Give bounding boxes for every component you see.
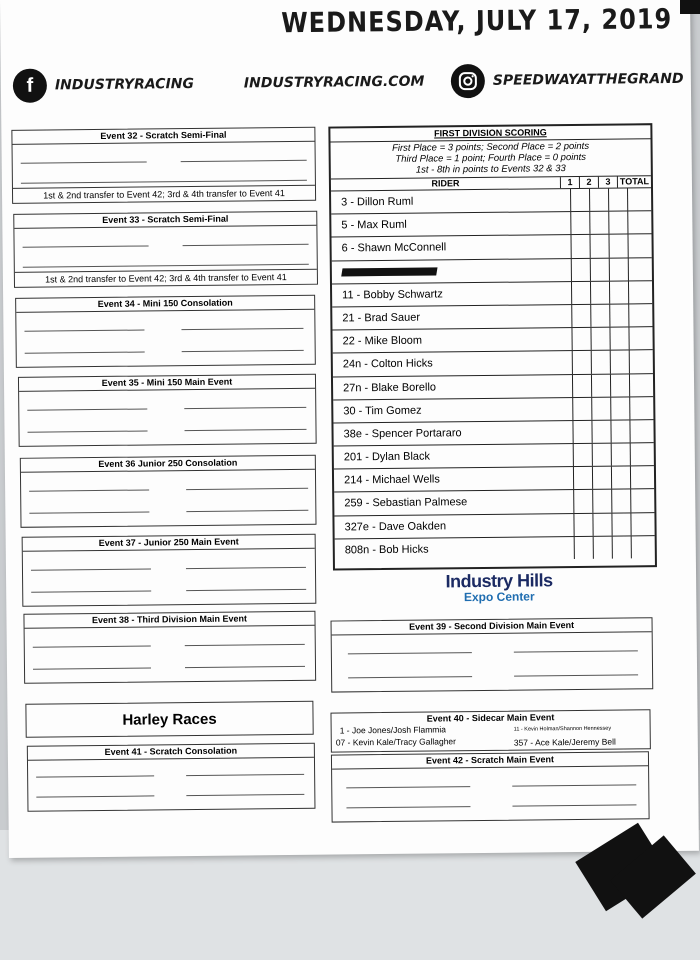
score-cell-heat-1: [571, 328, 590, 350]
facebook-link: [13, 66, 194, 104]
score-cell-total: [629, 397, 653, 419]
event-39-title: Event 39 - Second Division Main Event: [332, 618, 652, 635]
score-cell-heat-1: [571, 282, 590, 304]
score-cell-heat-1: [571, 305, 590, 327]
score-cell-heat-3: [609, 258, 628, 280]
rider-name: 808n - Bob Hicks: [344, 543, 429, 557]
event-42-title: Event 42 - Scratch Main Event: [332, 752, 648, 769]
event-32-box: [11, 127, 316, 204]
rider-name: 27n - Blake Borello: [343, 380, 437, 394]
score-cell-heat-2: [592, 444, 611, 466]
score-cell-heat-1: [572, 351, 591, 373]
score-cell-heat-2: [591, 351, 610, 373]
rider-row: [334, 443, 654, 470]
rider-row: [333, 350, 653, 377]
scoring-rule-2: Third Place = 1 point; Fourth Place = 0 points: [395, 151, 587, 165]
score-cell-heat-1: [573, 513, 592, 535]
score-cell-heat-3: [611, 513, 630, 535]
event-35-title: Event 35 - Mini 150 Main Event: [19, 375, 315, 392]
rider-row: [332, 281, 652, 308]
sidecar-entry: 11 - Kevin Holman/Shannon Hennessey: [513, 725, 612, 733]
scoring-rules: [331, 139, 651, 179]
sidecar-entry: 1 - Joe Jones/Josh Flammia: [339, 724, 447, 736]
event-37-title: Event 37 - Junior 250 Main Event: [23, 535, 315, 552]
event-32-transfer-note: 1st & 2nd transfer to Event 42; 3rd & 4th transfer to Event 41: [13, 185, 315, 203]
event-33-box: [13, 211, 318, 288]
score-cell-heat-3: [610, 374, 629, 396]
event-33-title: Event 33 - Scratch Semi-Final: [14, 212, 316, 229]
scoring-title: FIRST DIVISION SCORING: [330, 125, 650, 142]
header-heat-3: 3: [598, 177, 617, 188]
score-cell-total: [628, 281, 652, 303]
sidecar-entry: 357 - Ace Kale/Jeremy Bell: [513, 736, 616, 748]
score-cell-total: [627, 235, 651, 257]
rider-name: 11 - Bobby Schwartz: [342, 288, 443, 302]
header-total: TOTAL: [617, 176, 651, 187]
event-33-transfer-note: 1st & 2nd transfer to Event 42; 3rd & 4th transfer to Event 41: [15, 269, 317, 287]
rider-row: [334, 490, 654, 517]
event-38-title: Event 38 - Third Division Main Event: [24, 612, 314, 629]
score-cell-heat-1: [573, 467, 592, 489]
rider-name: 327e - Dave Oakden: [344, 519, 447, 534]
event-34-box: [15, 295, 316, 368]
event-40-box: [330, 709, 650, 752]
score-cell-total: [630, 443, 654, 465]
score-cell-heat-2: [589, 212, 608, 234]
logo-line-1: Industry Hills: [445, 570, 553, 592]
score-cell-heat-2: [589, 235, 608, 257]
score-cell-heat-2: [590, 258, 609, 280]
header-heat-2: 2: [579, 177, 598, 188]
score-cell-heat-1: [573, 444, 592, 466]
score-cell-heat-3: [609, 328, 628, 350]
event-37-box: [22, 534, 317, 607]
rider-name: 3 - Dillon Ruml: [341, 195, 414, 209]
score-cell-heat-2: [591, 374, 610, 396]
score-cell-heat-3: [610, 351, 629, 373]
score-cell-heat-3: [610, 397, 629, 419]
rider-row: [333, 397, 653, 424]
rider-row: [332, 258, 652, 285]
website-text: INDUSTRYRACING.COM: [243, 73, 425, 92]
rider-name: 6 - Shawn McConnell: [341, 241, 447, 255]
rider-name: 201 - Dylan Black: [343, 450, 431, 464]
score-cell-total: [630, 490, 654, 512]
facebook-icon: f: [13, 69, 47, 103]
rider-name: 38e - Spencer Portararo: [343, 427, 462, 441]
event-date: WEDNESDAY, JULY 17, 2019: [281, 2, 673, 40]
score-cell-heat-2: [591, 397, 610, 419]
rider-row: [332, 327, 652, 354]
rider-row: [333, 374, 653, 401]
score-cell-heat-3: [609, 281, 628, 303]
rider-name: 24n - Colton Hicks: [342, 357, 433, 371]
facebook-handle: INDUSTRYRACING: [54, 75, 195, 94]
rider-row: [334, 513, 654, 540]
rider-name: 22 - Mike Bloom: [342, 334, 423, 348]
score-cell-heat-1: [574, 537, 593, 559]
score-cell-heat-2: [592, 513, 611, 535]
score-cell-heat-1: [572, 398, 591, 420]
score-cell-heat-1: [573, 490, 592, 512]
event-32-title: Event 32 - Scratch Semi-Final: [12, 128, 314, 145]
score-cell-heat-3: [608, 188, 627, 210]
event-38-box: [23, 611, 316, 684]
rider-rows: [331, 188, 655, 561]
event-35-box: [18, 374, 317, 447]
score-cell-total: [627, 211, 651, 233]
score-cell-heat-1: [572, 421, 591, 443]
event-42-box: [331, 751, 650, 822]
score-cell-heat-2: [590, 328, 609, 350]
event-36-title: Event 36 Junior 250 Consolation: [21, 456, 315, 473]
rider-row: [333, 420, 653, 447]
event-40-title: Event 40 - Sidecar Main Event: [426, 712, 555, 724]
score-cell-heat-2: [590, 281, 609, 303]
score-cell-heat-1: [570, 212, 589, 234]
score-cell-total: [630, 513, 654, 535]
score-cell-total: [631, 536, 655, 558]
rider-row: [332, 235, 652, 262]
score-cell-total: [629, 374, 653, 396]
score-cell-heat-2: [591, 421, 610, 443]
score-cell-heat-2: [590, 305, 609, 327]
harley-races-heading: Harley Races: [25, 701, 313, 738]
header-heat-1: 1: [560, 177, 579, 188]
header-rider: RIDER: [431, 178, 460, 189]
event-41-box: [27, 743, 316, 812]
instagram-icon: [451, 64, 485, 98]
event-39-box: [331, 617, 654, 692]
rider-row: [332, 304, 652, 331]
score-cell-heat-2: [592, 467, 611, 489]
score-cell-total: [627, 188, 651, 210]
rider-row: [335, 536, 655, 562]
score-cell-heat-1: [570, 235, 589, 257]
score-cell-heat-1: [572, 374, 591, 396]
redacted-mark: [341, 267, 437, 276]
score-cell-heat-3: [609, 304, 628, 326]
event-41-title: Event 41 - Scratch Consolation: [28, 744, 314, 761]
rider-row: [331, 211, 651, 238]
logo-line-2: Expo Center: [463, 589, 535, 605]
rider-name: 214 - Michael Wells: [343, 473, 440, 487]
black-tape: [680, 0, 700, 14]
rider-name: 5 - Max Ruml: [341, 218, 407, 232]
score-cell-heat-3: [611, 467, 630, 489]
rider-name: [332, 259, 571, 284]
event-36-box: [20, 455, 317, 528]
score-cell-total: [629, 420, 653, 442]
sidecar-entry: 07 - Kevin Kale/Tracy Gallagher: [335, 736, 457, 748]
score-cell-heat-2: [593, 536, 612, 558]
rider-name: 30 - Tim Gomez: [343, 404, 422, 418]
rider-name: 259 - Sebastian Palmese: [344, 496, 468, 510]
score-cell-heat-2: [589, 189, 608, 211]
score-cell-heat-3: [611, 490, 630, 512]
score-cell-heat-3: [612, 536, 631, 558]
score-cell-heat-3: [610, 420, 629, 442]
score-cell-total: [630, 466, 654, 488]
scoring-rule-1: First Place = 3 points; Second Place = 2 points: [392, 140, 590, 154]
rider-name: 21 - Brad Sauer: [342, 311, 421, 325]
score-cell-heat-3: [608, 235, 627, 257]
score-cell-heat-2: [592, 490, 611, 512]
score-cell-total: [628, 304, 652, 326]
score-cell-heat-3: [608, 212, 627, 234]
instagram-handle: SPEEDWAYATTHEGRAND: [492, 70, 684, 89]
first-division-scoring-table: [328, 123, 657, 570]
industry-hills-logo: [419, 570, 579, 605]
sidecar-entries: [332, 724, 650, 751]
instagram-link: [451, 61, 684, 99]
score-cell-heat-1: [571, 258, 590, 280]
score-cell-heat-3: [611, 443, 630, 465]
score-cell-heat-1: [570, 189, 589, 211]
website-link: [244, 64, 425, 102]
scoring-rule-3: 1st - 8th in points to Events 32 & 33: [415, 163, 566, 176]
score-cell-total: [629, 350, 653, 372]
rider-row: [334, 466, 654, 493]
rider-row: [331, 188, 651, 215]
score-cell-total: [628, 258, 652, 280]
score-cell-total: [628, 327, 652, 349]
event-34-title: Event 34 - Mini 150 Consolation: [16, 296, 314, 313]
